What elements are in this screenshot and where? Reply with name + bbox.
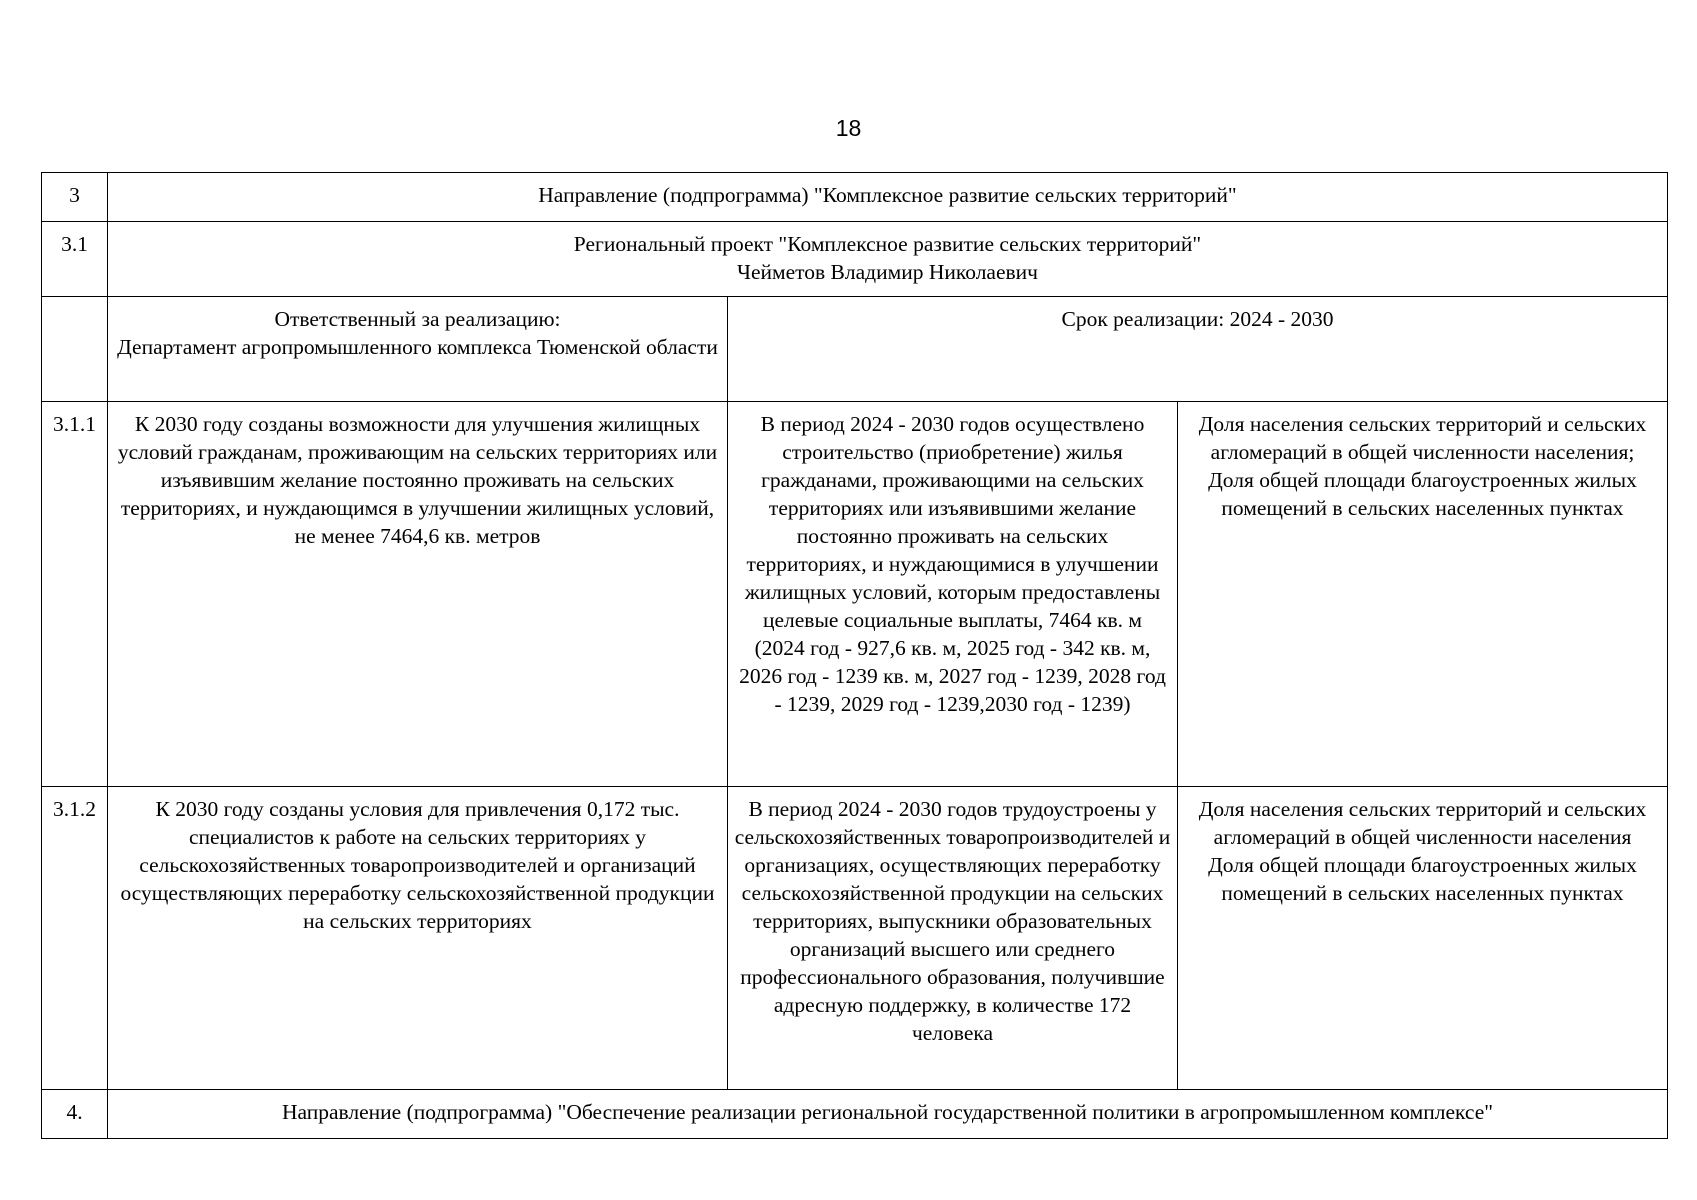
table-row-project-info	[42, 297, 1668, 402]
table-row-project-3-1	[42, 222, 1668, 297]
result-cell: В период 2024 - 2030 годов осуществлено строительство (приобретение) жилья гражданами, проживающими на сельских территориях или изъявившими желание постоянно проживать на сельских территориях, и нуждающимися в улучшении жилищных условий, которым предоставлены целевые социальные выплаты, 7464 кв. м (2024 год - 927,6 кв. м, 2025 год - 342 кв. м, 2026 год - 1239 кв. м, 2027 год - 1239, 2028 год - 1239, 2029 год - 1239,2030 год - 1239)	[728, 402, 1178, 787]
project-title-cell: Региональный проект "Комплексное развитие сельских территорий" Чейметов Владимир Николаевич	[108, 222, 1668, 297]
section-title-cell: Направление (подпрограмма) "Обеспечение реализации региональной государственной политики в агропромышленном комплексе"	[108, 1090, 1668, 1139]
table-row-task-3-1-2	[42, 787, 1668, 1090]
table-row-task-3-1-1	[42, 402, 1668, 787]
row-number-cell: 3.1.2	[42, 787, 108, 1090]
page-number: 18	[835, 115, 862, 141]
task-cell: К 2030 году созданы условия для привлечения 0,172 тыс. специалистов к работе на сельских территориях у сельскохозяйственных товаропроизводителей и организаций осуществляющих переработку сельскохозяйственной продукции на сельских территориях	[108, 787, 728, 1090]
program-table	[41, 172, 1668, 1139]
indicator-cell: Доля населения сельских территорий и сельских агломераций в общей численности населения Доля общей площади благоустроенных жилых помещений в сельских населенных пунктах	[1178, 787, 1668, 1090]
table-row-section-3	[42, 173, 1668, 222]
row-number-cell: 3.1.1	[42, 402, 108, 787]
section-title-cell: Направление (подпрограмма) "Комплексное развитие сельских территорий"	[108, 173, 1668, 222]
task-cell: К 2030 году созданы возможности для улучшения жилищных условий гражданам, проживающим на сельских территориях или изъявившим желание постоянно проживать на сельских территориях, и нуждающимся в улучшении жилищных условий, не менее 7464,6 кв. метров	[108, 402, 728, 787]
row-number-cell	[42, 297, 108, 402]
row-number-cell: 4.	[42, 1090, 108, 1139]
indicator-cell: Доля населения сельских территорий и сельских агломераций в общей численности населения; Доля общей площади благоустроенных жилых помещений в сельских населенных пунктах	[1178, 402, 1668, 787]
result-cell: В период 2024 - 2030 годов трудоустроены у сельскохозяйственных товаропроизводителей и организациях, осуществляющих переработку сельскохозяйственной продукции на сельских территориях, выпускники образовательных организаций высшего или среднего профессионального образования, получившие адресную поддержку, в количестве 172 человека	[728, 787, 1178, 1090]
period-cell: Срок реализации: 2024 - 2030	[728, 297, 1668, 402]
row-number-cell: 3	[42, 173, 108, 222]
table-row-section-4	[42, 1090, 1668, 1139]
responsible-cell: Ответственный за реализацию: Департамент агропромышленного комплекса Тюменской области	[108, 297, 728, 402]
row-number-cell: 3.1	[42, 222, 108, 297]
